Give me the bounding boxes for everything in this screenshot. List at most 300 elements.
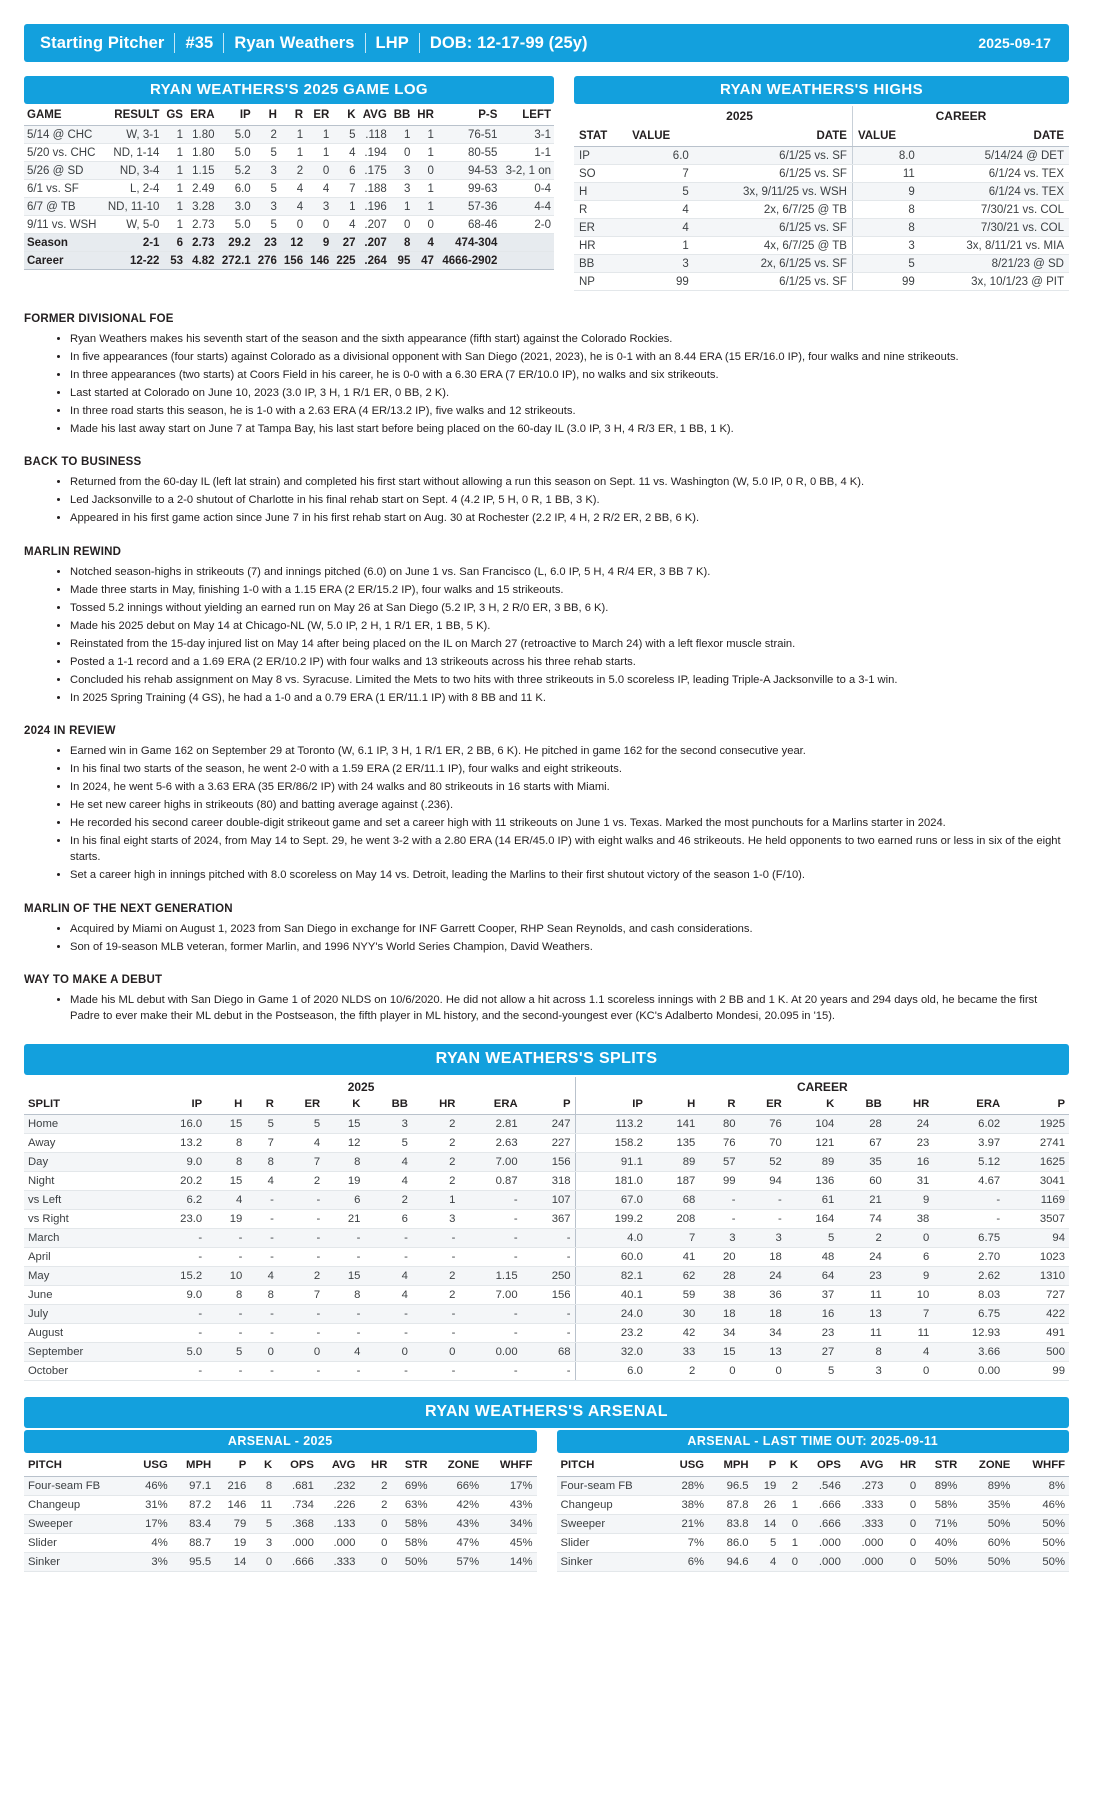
- col-ops: OPS: [276, 1455, 318, 1477]
- game-log-value: 1: [162, 144, 186, 162]
- highs-date-career: 6/1/24 vs. TEX: [920, 183, 1069, 201]
- game-log-total-value: 2.73: [186, 234, 218, 252]
- splits-2025-value: -: [522, 1324, 575, 1343]
- game-log-value: 94-53: [437, 162, 500, 180]
- game-log-value: L, 2-4: [103, 180, 163, 198]
- col-avg: AVG: [318, 1455, 360, 1477]
- splits-career-value: 91.1: [575, 1153, 647, 1172]
- splits-2025-value: 15.2: [148, 1267, 207, 1286]
- game-log-body: [24, 126, 554, 270]
- highs-table: [574, 106, 1069, 291]
- splits-2025-value: -: [522, 1305, 575, 1324]
- col-result: RESULT: [103, 106, 163, 126]
- arsenal-value: 47%: [432, 1534, 484, 1553]
- arsenal-value: 3%: [129, 1553, 172, 1572]
- arsenal-value: .000: [802, 1534, 845, 1553]
- arsenal-pitch-name: Changeup: [557, 1496, 665, 1515]
- arsenal-value: .000: [802, 1553, 845, 1572]
- col-k: K: [332, 106, 358, 126]
- splits-career-value: 4.67: [933, 1172, 1004, 1191]
- splits-2025-value: 15: [324, 1115, 364, 1134]
- arsenal-value: .681: [276, 1477, 318, 1496]
- game-log-value: 1.80: [186, 126, 218, 144]
- col-2025-era: ERA: [459, 1095, 521, 1115]
- splits-2025-value: -: [412, 1248, 460, 1267]
- table-row: [24, 1134, 1069, 1153]
- highs-stat: BB: [574, 255, 627, 273]
- splits-career-value: 23: [786, 1324, 838, 1343]
- splits-2025-value: 8: [324, 1286, 364, 1305]
- game-log-value: 80-55: [437, 144, 500, 162]
- arsenal-value: 69%: [391, 1477, 431, 1496]
- notes-bullet: • Set a career high in innings pitched with 8.0 scoreless on May 14 vs. Detroit, leading the Marlins to their first shutout victory of the season 1-0 (F/10).: [70, 868, 1069, 884]
- splits-career-value: 208: [647, 1210, 699, 1229]
- game-log-value: 1: [413, 180, 437, 198]
- col-era: ERA: [186, 106, 218, 126]
- col-pitch: PITCH: [557, 1455, 665, 1477]
- splits-2025-value: 2: [278, 1172, 324, 1191]
- arsenal-value: .734: [276, 1496, 318, 1515]
- splits-career-value: 18: [699, 1305, 739, 1324]
- game-log-title: RYAN WEATHERS'S 2025 GAME LOG: [24, 76, 554, 104]
- arsenal-value: 89%: [961, 1477, 1014, 1496]
- splits-2025-value: -: [206, 1229, 246, 1248]
- arsenal-value: 5: [250, 1515, 276, 1534]
- splits-career-value: 4.0: [575, 1229, 647, 1248]
- game-log-total-value: .264: [359, 252, 390, 270]
- game-log-game: 6/7 @ TB: [24, 198, 103, 216]
- notes-bullet: • Posted a 1-1 record and a 1.69 ERA (2 ER/10.2 IP) with four walks and 13 strikeouts across his three rehab starts.: [70, 655, 1069, 671]
- splits-career-value: 61: [786, 1191, 838, 1210]
- splits-career-value: 158.2: [575, 1134, 647, 1153]
- splits-2025-value: 21: [324, 1210, 364, 1229]
- splits-career-value: 135: [647, 1134, 699, 1153]
- arsenal-pitch-name: Sinker: [557, 1553, 665, 1572]
- splits-2025-value: -: [364, 1229, 412, 1248]
- arsenal-2025-header-row: [24, 1455, 537, 1477]
- splits-2025-value: 15: [324, 1267, 364, 1286]
- notes-bullet: • Concluded his rehab assignment on May 8 vs. Syracuse. Limited the Mets to two hits with three strikeouts in 5.0 scoreless IP, leading Triple-A Jacksonville to a 3-1 win.: [70, 673, 1069, 689]
- splits-2025-value: -: [522, 1229, 575, 1248]
- table-row: [24, 1172, 1069, 1191]
- arsenal-value: 35%: [961, 1496, 1014, 1515]
- arsenal-2025-table: [24, 1455, 537, 1572]
- notes-bullet: • Made his last away start on June 7 at Tampa Bay, his last start before being placed on the 60-day IL (3.0 IP, 3 H, 4 R/3 ER, 1 BB, 1 K).: [70, 422, 1069, 438]
- splits-career-value: 3.97: [933, 1134, 1004, 1153]
- splits-2025-value: 0: [412, 1343, 460, 1362]
- arsenal-value: 0: [887, 1515, 920, 1534]
- splits-split-label: Night: [24, 1172, 148, 1191]
- arsenal-value: 50%: [391, 1553, 431, 1572]
- table-row: [574, 255, 1069, 273]
- splits-2025-value: -: [278, 1362, 324, 1381]
- splits-2025-value: -: [206, 1324, 246, 1343]
- arsenal-value: 97.1: [172, 1477, 215, 1496]
- notes-bullet: • Notched season-highs in strikeouts (7) and innings pitched (6.0) on June 1 vs. San Francisco (L, 6.0 IP, 5 H, 4 R/4 ER, 3 BB 7 K).: [70, 565, 1069, 581]
- col-pitch: PITCH: [24, 1455, 129, 1477]
- arsenal-value: 50%: [961, 1553, 1014, 1572]
- notes-heading: MARLIN REWIND: [24, 546, 122, 559]
- game-log-value: 4: [306, 180, 332, 198]
- game-log-total-value: [500, 234, 554, 252]
- splits-2025-value: -: [459, 1324, 521, 1343]
- notes-bullet: • Made his ML debut with San Diego in Game 1 of 2020 NLDS on 10/6/2020. He did not allow a hit across 1.1 scoreless innings with 2 BB and 1 K. At 20 years and 294 days old, he became the first Padre to ever make their ML debut in the Postseason, the fifth player in ML history, and the second-youngest ever (KC's Adalberto Mondesi, 20.095 in '15).: [70, 993, 1069, 1025]
- game-log-value: 1: [280, 126, 306, 144]
- col-p: P: [215, 1455, 250, 1477]
- game-log-total-value: .207: [359, 234, 390, 252]
- splits-2025-value: 20.2: [148, 1172, 207, 1191]
- col-avg: AVG: [845, 1455, 888, 1477]
- game-log-total-value: 156: [280, 252, 306, 270]
- highs-title: RYAN WEATHERS'S HIGHS: [574, 76, 1069, 104]
- splits-2025-value: 9.0: [148, 1286, 207, 1305]
- game-log-value: 6.0: [218, 180, 254, 198]
- col-zone: ZONE: [961, 1455, 1014, 1477]
- game-log-value: 4: [280, 180, 306, 198]
- highs-value-career: 9: [852, 183, 919, 201]
- game-log-header-row: [24, 106, 554, 126]
- game-log-value: ND, 1-14: [103, 144, 163, 162]
- splits-2025-value: 156: [522, 1286, 575, 1305]
- splits-career-value: 32.0: [575, 1343, 647, 1362]
- splits-career-value: 6.0: [575, 1362, 647, 1381]
- splits-career-value: 11: [838, 1324, 886, 1343]
- splits-career-value: 94: [740, 1172, 786, 1191]
- splits-2025-value: -: [412, 1229, 460, 1248]
- notes-bullet: • Tossed 5.2 innings without yielding an earned run on May 26 at San Diego (5.2 IP, 3 H, 2 R/0 ER, 3 BB, 6 K).: [70, 601, 1069, 617]
- splits-2025-value: -: [459, 1248, 521, 1267]
- game-log-value: 0-4: [500, 180, 554, 198]
- col-usg: USG: [129, 1455, 172, 1477]
- notes-bullet: • He set new career highs in strikeouts (80) and batting average against (.236).: [70, 798, 1069, 814]
- splits-career-value: 99: [1004, 1362, 1069, 1381]
- splits-career-value: 3041: [1004, 1172, 1069, 1191]
- splits-career-value: 3: [838, 1362, 886, 1381]
- splits-career-value: 28: [699, 1267, 739, 1286]
- splits-career-value: 141: [647, 1115, 699, 1134]
- arsenal-value: .333: [845, 1515, 888, 1534]
- splits-career-value: 164: [786, 1210, 838, 1229]
- notes-bullet: • In three appearances (two starts) at Coors Field in his career, he is 0-0 with a 6.30 ERA (7 ER/10.0 IP), no walks and six strikeouts.: [70, 368, 1069, 384]
- splits-2025-value: -: [278, 1210, 324, 1229]
- splits-2025-value: 7: [278, 1286, 324, 1305]
- splits-career-value: 1023: [1004, 1248, 1069, 1267]
- table-row: [557, 1553, 1070, 1572]
- splits-career-value: 0: [886, 1229, 934, 1248]
- highs-value-career: 99: [852, 273, 919, 291]
- splits-2025-value: -: [206, 1248, 246, 1267]
- game-log-value: ND, 11-10: [103, 198, 163, 216]
- game-log-value: 2.73: [186, 216, 218, 234]
- col-career-ip: IP: [575, 1095, 647, 1115]
- notes-bullet: • Son of 19-season MLB veteran, former Marlin, and 1996 NYY's World Series Champion, David Weathers.: [70, 940, 1069, 956]
- col-avg: AVG: [359, 106, 390, 126]
- highs-value-career: 11: [852, 165, 919, 183]
- col-career-r: R: [699, 1095, 739, 1115]
- splits-career-value: 80: [699, 1115, 739, 1134]
- arsenal-value: 1: [780, 1496, 802, 1515]
- splits-split-label: July: [24, 1305, 148, 1324]
- header-date: 2025-09-17: [978, 35, 1051, 51]
- highs-value-career: 3: [852, 237, 919, 255]
- splits-career-value: 422: [1004, 1305, 1069, 1324]
- splits-2025-value: -: [324, 1362, 364, 1381]
- col-career-er: ER: [740, 1095, 786, 1115]
- arsenal-value: 14: [215, 1553, 250, 1572]
- notes-list: [24, 565, 1069, 706]
- table-row: [24, 1229, 1069, 1248]
- splits-2025-value: -: [522, 1362, 575, 1381]
- game-log-total-value: 2-1: [103, 234, 163, 252]
- arsenal-value: 50%: [961, 1515, 1014, 1534]
- game-log-total-value: 272.1: [218, 252, 254, 270]
- splits-2025-value: 12: [324, 1134, 364, 1153]
- game-log-value: .194: [359, 144, 390, 162]
- col-hr: HR: [887, 1455, 920, 1477]
- splits-2025-value: 2: [412, 1172, 460, 1191]
- splits-2025-value: 8: [324, 1153, 364, 1172]
- game-log-value: 1: [413, 144, 437, 162]
- game-log-value: 3: [390, 180, 414, 198]
- game-log-value: .188: [359, 180, 390, 198]
- splits-2025-value: 16.0: [148, 1115, 207, 1134]
- splits-2025-value: -: [364, 1248, 412, 1267]
- table-row-total: [24, 252, 554, 270]
- splits-2025-value: 0: [364, 1343, 412, 1362]
- col-2025-er: ER: [278, 1095, 324, 1115]
- highs-value-career: 8: [852, 201, 919, 219]
- notes-bullet: • Reinstated from the 15-day injured list on May 14 after being placed on the IL on March 27 (retroactive to March 24) with a left flexor muscle strain.: [70, 637, 1069, 653]
- arsenal-value: 95.5: [172, 1553, 215, 1572]
- splits-2025-value: -: [246, 1191, 278, 1210]
- splits-career-value: 36: [740, 1286, 786, 1305]
- arsenal-value: .000: [276, 1534, 318, 1553]
- splits-career-value: 68: [647, 1191, 699, 1210]
- notes-bullet: • He recorded his second career double-digit strikeout game and set a career high with 11 strikeouts on June 1 vs. Texas. Marked the most punchouts for a Marlins starter in 2024.: [70, 816, 1069, 832]
- game-log-value: 4-4: [500, 198, 554, 216]
- splits-2025-value: -: [246, 1248, 278, 1267]
- arsenal-value: 216: [215, 1477, 250, 1496]
- splits-2025-value: -: [148, 1362, 207, 1381]
- table-row: [24, 1515, 537, 1534]
- splits-career-value: 24: [838, 1248, 886, 1267]
- table-row: [24, 1305, 1069, 1324]
- table-row: [24, 1115, 1069, 1134]
- highs-value-career: 5: [852, 255, 919, 273]
- game-log-total-value: 474-304: [437, 234, 500, 252]
- highs-date-2025: 2x, 6/7/25 @ TB: [694, 201, 853, 219]
- splits-2025-value: -: [278, 1248, 324, 1267]
- notes-bullet: • In 2025 Spring Training (4 GS), he had a 1-0 and a 0.79 ERA (1 ER/11.1 IP) with 8 BB and 11 K.: [70, 691, 1069, 707]
- game-log-game: 5/14 @ CHC: [24, 126, 103, 144]
- splits-career-value: 16: [886, 1153, 934, 1172]
- game-log-total-value: 53: [162, 252, 186, 270]
- game-log-value: 68-46: [437, 216, 500, 234]
- game-log-value: W, 3-1: [103, 126, 163, 144]
- arsenal-value: 34%: [483, 1515, 536, 1534]
- splits-2025-value: -: [278, 1191, 324, 1210]
- splits-career-value: 7: [886, 1305, 934, 1324]
- splits-2025-value: 2: [278, 1267, 324, 1286]
- arsenal-value: 50%: [1014, 1515, 1069, 1534]
- game-log-total-value: 29.2: [218, 234, 254, 252]
- splits-2025-value: 5: [206, 1343, 246, 1362]
- highs-date-2025: 3x, 9/11/25 vs. WSH: [694, 183, 853, 201]
- splits-2025-value: 10: [206, 1267, 246, 1286]
- game-log-total-value: 9: [306, 234, 332, 252]
- splits-2025-value: 4: [206, 1191, 246, 1210]
- splits-2025-value: -: [324, 1305, 364, 1324]
- splits-2025-value: 4: [246, 1172, 278, 1191]
- col-whff: WHFF: [483, 1455, 536, 1477]
- arsenal-value: 87.2: [172, 1496, 215, 1515]
- splits-career-value: 82.1: [575, 1267, 647, 1286]
- splits-career-value: 20: [699, 1248, 739, 1267]
- game-log-value: 1.80: [186, 144, 218, 162]
- page-header-banner: [24, 24, 1069, 62]
- game-log-value: 0: [390, 144, 414, 162]
- notes-bullet: • In three road starts this season, he is 1-0 with a 2.63 ERA (4 ER/13.2 IP), five walks and 12 strikeouts.: [70, 404, 1069, 420]
- arsenal-value: 58%: [920, 1496, 961, 1515]
- arsenal-value: 89%: [920, 1477, 961, 1496]
- splits-2025-value: 13.2: [148, 1134, 207, 1153]
- arsenal-value: 43%: [432, 1515, 484, 1534]
- splits-career-value: 59: [647, 1286, 699, 1305]
- table-row: [24, 1153, 1069, 1172]
- splits-2025-value: 23.0: [148, 1210, 207, 1229]
- arsenal-value: 11: [250, 1496, 276, 1515]
- splits-career-value: 28: [838, 1115, 886, 1134]
- table-row: [574, 201, 1069, 219]
- game-log-value: 0: [413, 216, 437, 234]
- splits-career-value: 99: [699, 1172, 739, 1191]
- highs-date-2025: 6/1/25 vs. SF: [694, 273, 853, 291]
- arsenal-value: 0: [250, 1553, 276, 1572]
- table-row: [24, 1362, 1069, 1381]
- game-log-value: 2-0: [500, 216, 554, 234]
- splits-career-value: 1169: [1004, 1191, 1069, 1210]
- splits-career-value: 727: [1004, 1286, 1069, 1305]
- col-k: K: [780, 1455, 802, 1477]
- splits-2025-value: 2.63: [459, 1134, 521, 1153]
- highs-stat: R: [574, 201, 627, 219]
- splits-2025-value: 68: [522, 1343, 575, 1362]
- highs-group-row: [574, 106, 1069, 127]
- table-row: [574, 165, 1069, 183]
- game-log-value: 1: [306, 126, 332, 144]
- arsenal-value: 2: [359, 1477, 391, 1496]
- table-row: [24, 1343, 1069, 1362]
- splits-career-value: 94: [1004, 1229, 1069, 1248]
- notes-heading: FORMER DIVISIONAL FOE: [24, 313, 174, 325]
- splits-career-value: 4: [886, 1343, 934, 1362]
- arsenal-value: .333: [845, 1496, 888, 1515]
- game-log-value: 5: [254, 180, 280, 198]
- splits-group-blank: [24, 1077, 148, 1095]
- game-log-value: 4: [280, 198, 306, 216]
- col-zone: ZONE: [432, 1455, 484, 1477]
- splits-2025-value: -: [459, 1191, 521, 1210]
- arsenal-value: 40%: [920, 1534, 961, 1553]
- arsenal-value: 50%: [920, 1553, 961, 1572]
- splits-2025-value: 4: [364, 1153, 412, 1172]
- col-2025-p: P: [522, 1095, 575, 1115]
- game-log-value: 3-2, 1 on: [500, 162, 554, 180]
- splits-career-value: 6: [886, 1248, 934, 1267]
- game-log-game: 5/26 @ SD: [24, 162, 103, 180]
- highs-date-career: 7/30/21 vs. COL: [920, 219, 1069, 237]
- col-split: SPLIT: [24, 1095, 148, 1115]
- highs-value-career: 8: [852, 219, 919, 237]
- table-row: [24, 180, 554, 198]
- game-log-value: 1: [306, 144, 332, 162]
- splits-panel: [24, 1044, 1069, 1381]
- splits-2025-value: -: [459, 1210, 521, 1229]
- game-log-total-value: 6: [162, 234, 186, 252]
- arsenal-pitch-name: Changeup: [24, 1496, 129, 1515]
- splits-career-value: 9: [886, 1267, 934, 1286]
- highs-value-career: 8.0: [852, 147, 919, 165]
- highs-date-career: 5/14/24 @ DET: [920, 147, 1069, 165]
- splits-2025-value: 4: [246, 1267, 278, 1286]
- arsenal-value: .000: [845, 1534, 888, 1553]
- table-row: [24, 1324, 1069, 1343]
- highs-value-2025: 7: [627, 165, 694, 183]
- splits-2025-value: 5: [278, 1115, 324, 1134]
- notes-bullet: • Made his 2025 debut on May 14 at Chicago-NL (W, 5.0 IP, 2 H, 1 R/1 ER, 1 BB, 5 K).: [70, 619, 1069, 635]
- col-mph: MPH: [708, 1455, 753, 1477]
- arsenal-value: 58%: [391, 1534, 431, 1553]
- splits-2025-value: -: [148, 1324, 207, 1343]
- splits-2025-value: 8: [246, 1286, 278, 1305]
- game-log-total-value: 146: [306, 252, 332, 270]
- game-log-value: 99-63: [437, 180, 500, 198]
- highs-date-career: 7/30/21 vs. COL: [920, 201, 1069, 219]
- splits-split-label: Away: [24, 1134, 148, 1153]
- highs-stat: H: [574, 183, 627, 201]
- game-log-value: 1: [390, 126, 414, 144]
- col-game: GAME: [24, 106, 103, 126]
- splits-2025-value: 2: [412, 1267, 460, 1286]
- splits-2025-value: 156: [522, 1153, 575, 1172]
- splits-career-value: 18: [740, 1248, 786, 1267]
- col-career-bb: BB: [838, 1095, 886, 1115]
- splits-career-value: 121: [786, 1134, 838, 1153]
- splits-2025-value: 8: [206, 1134, 246, 1153]
- splits-career-value: 35: [838, 1153, 886, 1172]
- splits-2025-value: -: [246, 1362, 278, 1381]
- game-log-value: W, 5-0: [103, 216, 163, 234]
- arsenal-last-out-title: ARSENAL - LAST TIME OUT: 2025-09-11: [557, 1430, 1070, 1453]
- splits-2025-value: 5: [246, 1115, 278, 1134]
- splits-2025-value: -: [278, 1324, 324, 1343]
- arsenal-value: 2: [780, 1477, 802, 1496]
- game-log-value: 1: [390, 198, 414, 216]
- splits-2025-value: 0: [278, 1343, 324, 1362]
- game-log-value: .118: [359, 126, 390, 144]
- game-log-value: 3.28: [186, 198, 218, 216]
- game-log-value: 5.0: [218, 126, 254, 144]
- highs-date-2025: 4x, 6/7/25 @ TB: [694, 237, 853, 255]
- splits-career-value: 0: [886, 1362, 934, 1381]
- arsenal-value: 38%: [664, 1496, 708, 1515]
- notes-bullet: • Last started at Colorado on June 10, 2023 (3.0 IP, 3 H, 1 R/1 ER, 0 BB, 2 K).: [70, 386, 1069, 402]
- notes-bullet: • Led Jacksonville to a 2-0 shutout of Charlotte in his final rehab start on Sept. 4 (4.2 IP, 5 H, 0 R, 1 BB, 3 K).: [70, 493, 1069, 509]
- arsenal-value: 83.8: [708, 1515, 753, 1534]
- arsenal-value: 6%: [664, 1553, 708, 1572]
- splits-career-value: 34: [699, 1324, 739, 1343]
- arsenal-panel: [24, 1397, 1069, 1572]
